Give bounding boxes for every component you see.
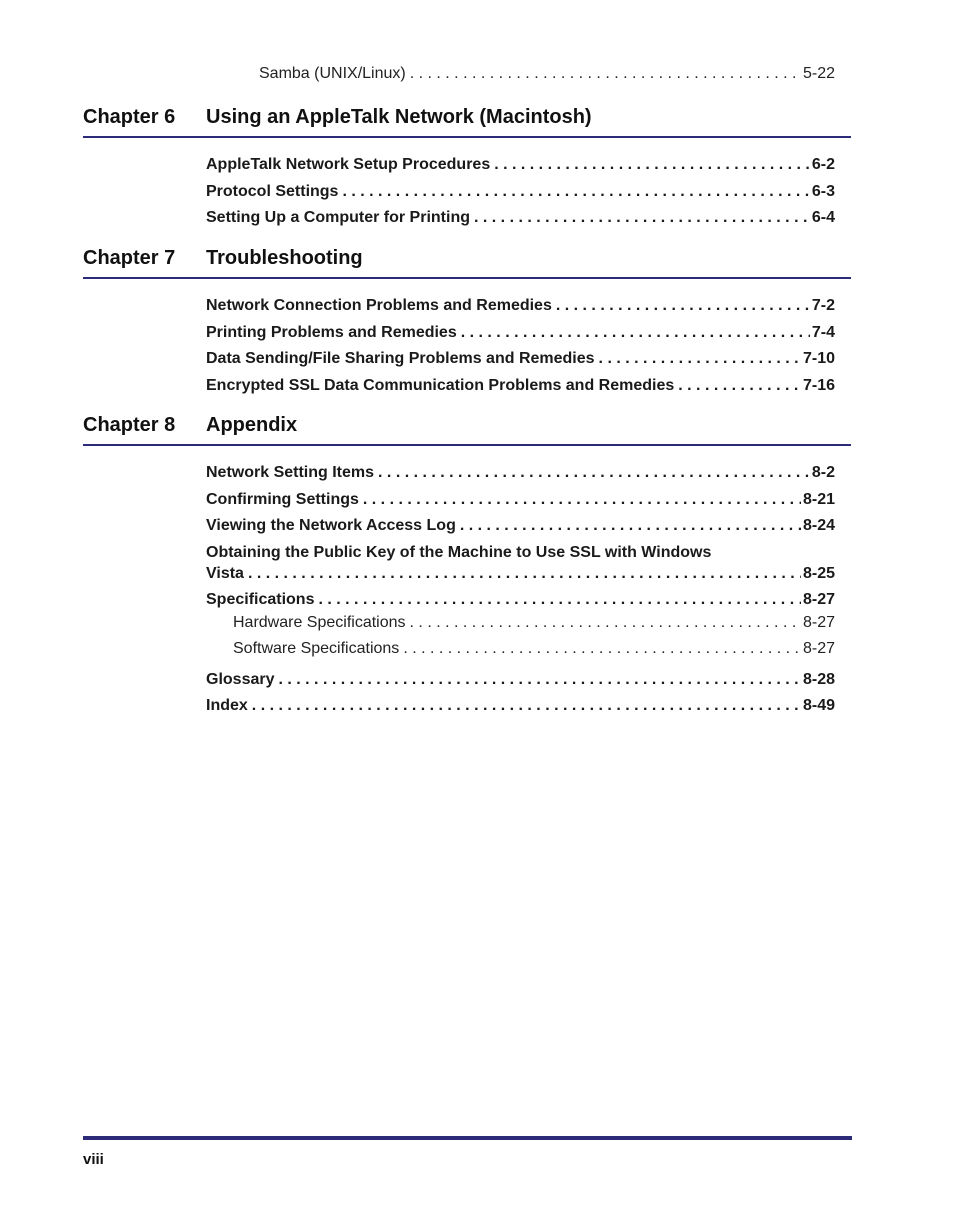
toc-entry-page: 7-4 bbox=[811, 324, 835, 341]
toc-entry[interactable] bbox=[206, 182, 835, 202]
toc-entry-title: Protocol Settings bbox=[206, 183, 339, 200]
toc-entry-page: 8-21 bbox=[802, 491, 835, 508]
toc-entry[interactable] bbox=[206, 590, 835, 610]
dot-leader bbox=[410, 64, 801, 84]
chapter-label: Chapter 7 bbox=[83, 247, 176, 269]
toc-entry[interactable] bbox=[206, 696, 835, 716]
toc-entry-title: Printing Problems and Remedies bbox=[206, 324, 457, 341]
toc-entry[interactable] bbox=[206, 516, 835, 536]
dot-leader bbox=[278, 670, 800, 690]
toc-entry[interactable] bbox=[206, 670, 835, 690]
dot-leader bbox=[363, 490, 801, 510]
toc-entry-title: Data Sending/File Sharing Problems and Remedies bbox=[206, 350, 595, 367]
toc-subentry[interactable] bbox=[233, 613, 835, 633]
toc-entry-page: 8-28 bbox=[802, 671, 835, 688]
dot-leader bbox=[403, 639, 801, 659]
dot-leader bbox=[378, 463, 810, 483]
dot-leader bbox=[556, 296, 810, 316]
chapter-7-heading[interactable] bbox=[83, 247, 851, 279]
chapter-label: Chapter 6 bbox=[83, 106, 176, 128]
page-number: viii bbox=[83, 1151, 104, 1168]
chapter-title: Troubleshooting bbox=[206, 247, 363, 269]
toc-entry-page: 7-10 bbox=[802, 350, 835, 367]
dot-leader bbox=[252, 696, 801, 716]
dot-leader bbox=[460, 516, 801, 536]
toc-entry-title: Index bbox=[206, 697, 248, 714]
toc-entry-page: 8-49 bbox=[802, 697, 835, 714]
toc-subentry[interactable] bbox=[233, 639, 835, 659]
toc-entry-page: 7-2 bbox=[811, 297, 835, 314]
toc-entry-title: Encrypted SSL Data Communication Problems and Remedies bbox=[206, 377, 675, 394]
toc-entry-title: Specifications bbox=[206, 591, 315, 608]
dot-leader bbox=[410, 613, 801, 633]
dot-leader bbox=[248, 564, 801, 584]
chapter-title: Appendix bbox=[206, 414, 298, 436]
toc-entry-page: 6-4 bbox=[811, 209, 835, 226]
toc-entry-title: AppleTalk Network Setup Procedures bbox=[206, 156, 491, 173]
toc-entry[interactable] bbox=[206, 463, 835, 483]
dot-leader bbox=[318, 590, 800, 610]
footer-rule bbox=[83, 1136, 852, 1140]
toc-entry[interactable] bbox=[206, 349, 835, 369]
toc-entry-title: Network Setting Items bbox=[206, 464, 375, 481]
toc-entry-samba[interactable] bbox=[259, 64, 835, 84]
toc-subentry-page: 8-27 bbox=[802, 614, 835, 631]
dot-leader bbox=[461, 323, 810, 343]
dot-leader bbox=[474, 208, 810, 228]
toc-entry-title: Network Connection Problems and Remedies bbox=[206, 297, 552, 314]
toc-entry-title: Glossary bbox=[206, 671, 275, 688]
toc-entry-page: 7-16 bbox=[802, 377, 835, 394]
toc-entry-page: 8-24 bbox=[802, 517, 835, 534]
toc-entry[interactable] bbox=[206, 208, 835, 228]
toc-entry-page: 8-27 bbox=[802, 591, 835, 608]
dot-leader bbox=[678, 376, 801, 396]
toc-entry-page: 5-22 bbox=[802, 65, 835, 82]
chapter-6-heading[interactable] bbox=[83, 106, 851, 138]
dot-leader bbox=[599, 349, 801, 369]
toc-entry[interactable] bbox=[206, 323, 835, 343]
chapter-8-heading[interactable] bbox=[83, 414, 851, 446]
chapter-label: Chapter 8 bbox=[83, 414, 176, 436]
toc-entry-title: Samba (UNIX/Linux) bbox=[259, 65, 406, 82]
chapter-title: Using an AppleTalk Network (Macintosh) bbox=[206, 106, 592, 128]
toc-entry-page: 8-25 bbox=[802, 565, 835, 582]
toc-entry-page: 6-3 bbox=[811, 183, 835, 200]
toc-entry[interactable] bbox=[206, 564, 835, 584]
toc-entry-title: Vista bbox=[206, 565, 244, 582]
toc-entry[interactable] bbox=[206, 490, 835, 510]
toc-entry[interactable] bbox=[206, 155, 835, 175]
toc-entry-page: 8-2 bbox=[811, 464, 835, 481]
dot-leader bbox=[342, 182, 809, 202]
toc-entry[interactable] bbox=[206, 376, 835, 396]
toc-entry-title: Setting Up a Computer for Printing bbox=[206, 209, 470, 226]
toc-subentry-page: 8-27 bbox=[802, 640, 835, 657]
toc-entry[interactable] bbox=[206, 296, 835, 316]
toc-entry-title: Viewing the Network Access Log bbox=[206, 517, 456, 534]
toc-entry-title-line1[interactable]: Obtaining the Public Key of the Machine to Use SSL with Windows bbox=[206, 544, 712, 561]
dot-leader bbox=[494, 155, 810, 175]
toc-subentry-title: Software Specifications bbox=[233, 640, 400, 657]
toc-entry-page: 6-2 bbox=[811, 156, 835, 173]
toc-subentry-title: Hardware Specifications bbox=[233, 614, 406, 631]
toc-entry-title: Confirming Settings bbox=[206, 491, 359, 508]
